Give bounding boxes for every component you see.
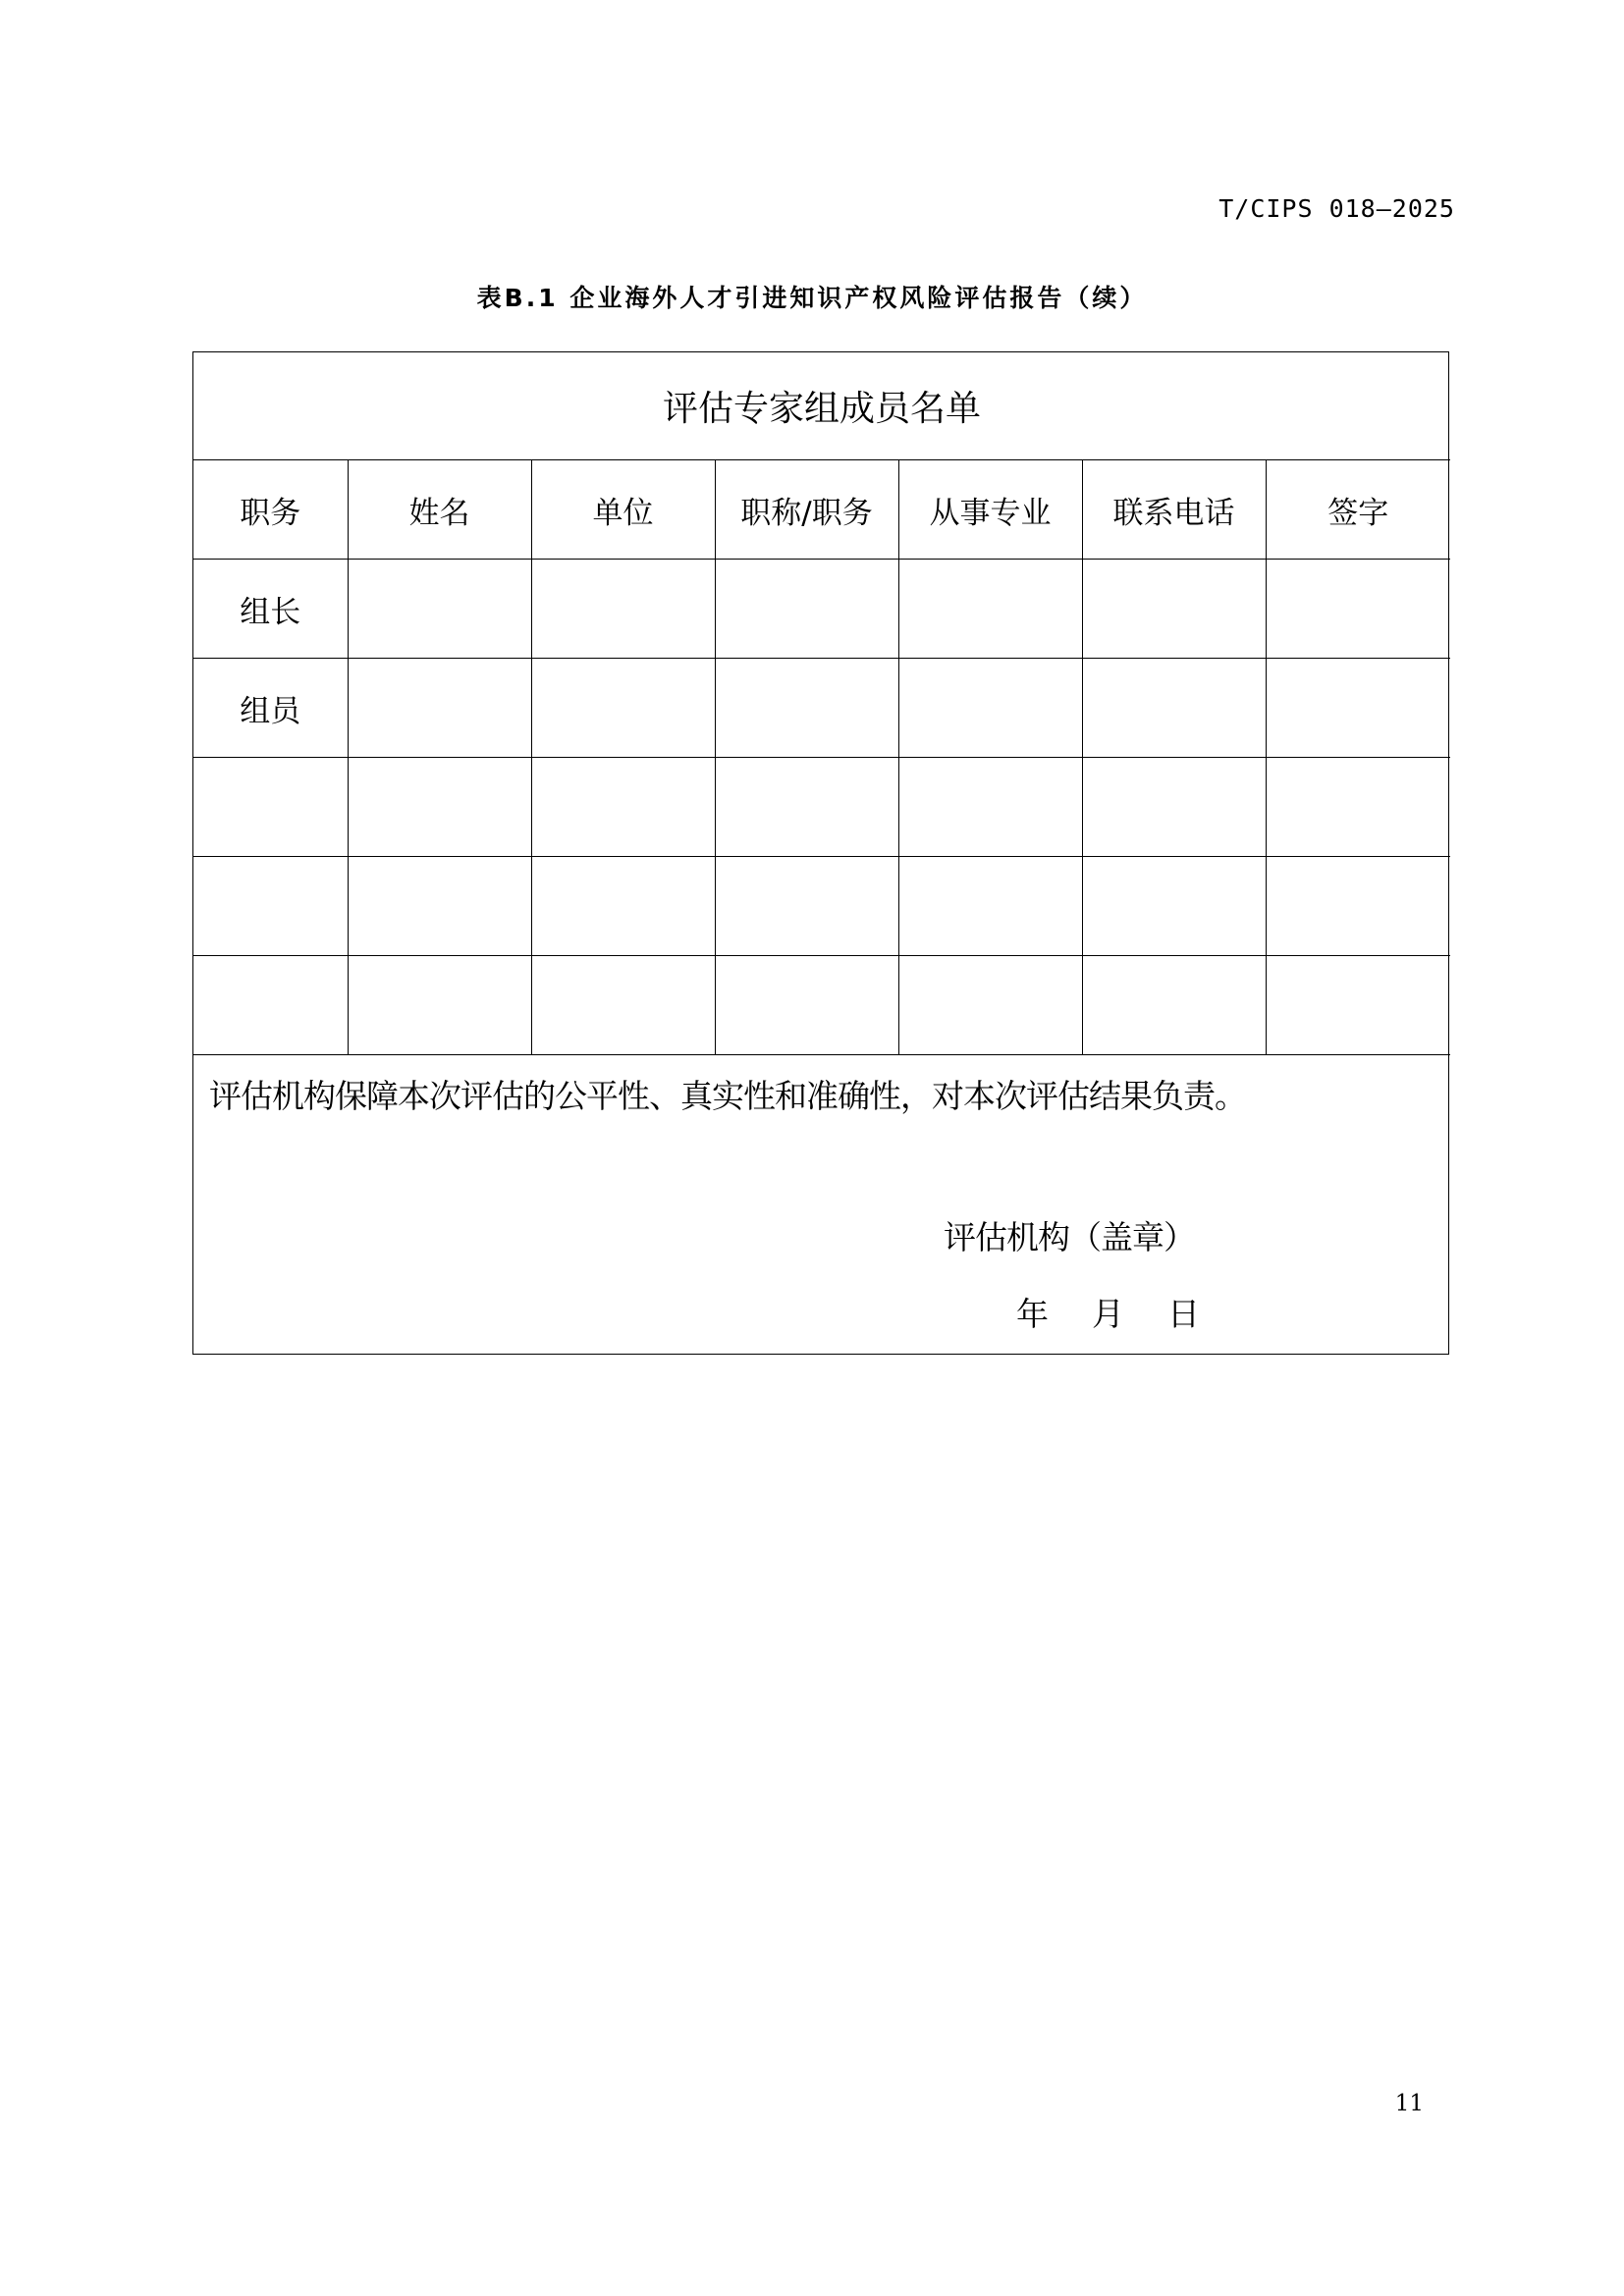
table-cell[interactable] (531, 956, 715, 1055)
table-title-row (193, 352, 1450, 460)
table-cell[interactable] (348, 758, 531, 857)
row-role-member: 组员 (193, 659, 348, 758)
table-cell[interactable] (898, 659, 1082, 758)
document-code: T/CIPS 018—2025 (1218, 194, 1455, 223)
date-year-label: 年 (1016, 1295, 1049, 1333)
expert-table (193, 352, 1450, 1055)
table-cell[interactable] (715, 758, 898, 857)
row-role-leader: 组长 (193, 560, 348, 659)
date-month-label: 月 (1092, 1295, 1124, 1333)
column-header-title: 职称/职务 (715, 460, 898, 560)
statement-text: 评估机构保障本次评估的公平性、真实性和准确性，对本次评估结果负责。 (209, 1077, 1246, 1115)
table-cell[interactable] (715, 857, 898, 956)
column-header-organization: 单位 (531, 460, 715, 560)
seal-label: 评估机构（盖章） (944, 1218, 1195, 1256)
table-cell[interactable] (1266, 758, 1450, 857)
table-title: 评估专家组成员名单 (193, 352, 1450, 460)
table-cell[interactable] (715, 659, 898, 758)
table-cell[interactable] (715, 560, 898, 659)
table-row (193, 758, 1450, 857)
table-row (193, 560, 1450, 659)
table-cell[interactable] (898, 956, 1082, 1055)
table-cell[interactable] (531, 560, 715, 659)
table-cell[interactable] (898, 857, 1082, 956)
table-cell[interactable] (1266, 560, 1450, 659)
expert-list-form (192, 351, 1449, 1355)
table-cell[interactable] (348, 560, 531, 659)
table-cell[interactable] (193, 857, 348, 956)
table-cell[interactable] (715, 956, 898, 1055)
table-cell[interactable] (1082, 659, 1266, 758)
column-header-position: 职务 (193, 460, 348, 560)
table-cell[interactable] (348, 659, 531, 758)
column-header-name: 姓名 (348, 460, 531, 560)
table-cell[interactable] (1082, 956, 1266, 1055)
table-caption: 表B.1 企业海外人才引进知识产权风险评估报告（续） (476, 284, 1148, 312)
table-cell[interactable] (1266, 659, 1450, 758)
table-cell[interactable] (531, 659, 715, 758)
table-row (193, 956, 1450, 1055)
table-cell[interactable] (348, 956, 531, 1055)
table-header-row (193, 460, 1450, 560)
table-cell[interactable] (193, 758, 348, 857)
table-cell[interactable] (1082, 857, 1266, 956)
table-row (193, 857, 1450, 956)
date-line (1016, 1289, 1200, 1335)
page-number: 11 (1394, 2091, 1424, 2116)
table-cell[interactable] (348, 857, 531, 956)
column-header-specialty: 从事专业 (898, 460, 1082, 560)
date-day-label: 日 (1167, 1295, 1200, 1333)
table-cell[interactable] (193, 956, 348, 1055)
table-cell[interactable] (1082, 758, 1266, 857)
table-row (193, 659, 1450, 758)
table-cell[interactable] (531, 857, 715, 956)
statement-area (193, 1055, 1448, 1357)
table-cell[interactable] (898, 560, 1082, 659)
table-cell[interactable] (531, 758, 715, 857)
table-cell[interactable] (1082, 560, 1266, 659)
table-cell[interactable] (1266, 857, 1450, 956)
column-header-signature: 签字 (1266, 460, 1450, 560)
table-cell[interactable] (1266, 956, 1450, 1055)
column-header-phone: 联系电话 (1082, 460, 1266, 560)
table-cell[interactable] (898, 758, 1082, 857)
